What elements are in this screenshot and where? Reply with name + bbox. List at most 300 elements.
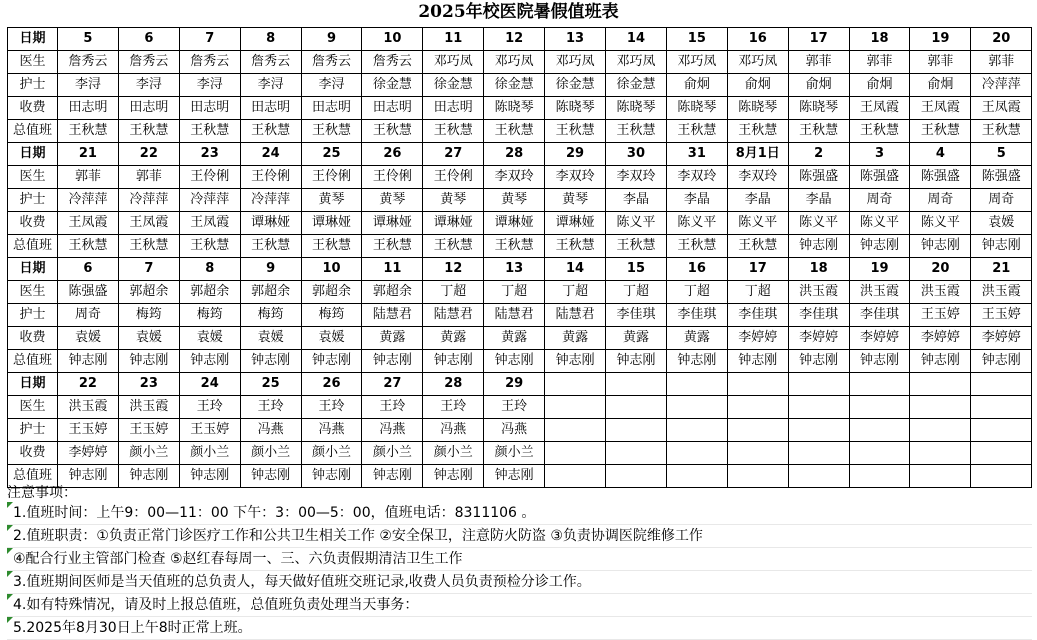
name-cell: 王凤霞 <box>118 212 179 235</box>
name-cell: 冷萍萍 <box>971 74 1032 97</box>
row-label-doctor: 医生 <box>8 166 58 189</box>
name-cell: 王秋慧 <box>971 120 1032 143</box>
name-cell: 黄露 <box>362 327 423 350</box>
name-cell: 颜小兰 <box>301 442 362 465</box>
name-cell: 李双玲 <box>606 166 667 189</box>
name-cell: 王玲 <box>301 396 362 419</box>
name-cell: 王秋慧 <box>666 235 727 258</box>
empty-cell <box>910 373 971 396</box>
name-cell: 钟志刚 <box>179 465 240 488</box>
name-cell: 谭琳娅 <box>423 212 484 235</box>
name-cell: 王秋慧 <box>301 235 362 258</box>
name-cell: 王秋慧 <box>179 235 240 258</box>
date-row <box>8 258 1032 281</box>
empty-cell <box>849 396 910 419</box>
date-cell: 28 <box>484 143 545 166</box>
empty-cell <box>971 442 1032 465</box>
nurse-row <box>8 74 1032 97</box>
name-cell: 陈强盛 <box>788 166 849 189</box>
name-cell: 洪玉霞 <box>910 281 971 304</box>
name-cell: 黄露 <box>484 327 545 350</box>
empty-cell <box>666 442 727 465</box>
name-cell: 陈强盛 <box>910 166 971 189</box>
name-cell: 李佳琪 <box>606 304 667 327</box>
empty-cell <box>545 396 606 419</box>
name-cell: 钟志刚 <box>606 350 667 373</box>
row-label-chief: 总值班 <box>8 120 58 143</box>
name-cell: 詹秀云 <box>179 51 240 74</box>
date-cell: 21 <box>58 143 119 166</box>
date-cell: 30 <box>606 143 667 166</box>
empty-cell <box>545 419 606 442</box>
name-cell: 钟志刚 <box>423 350 484 373</box>
name-cell: 俞炯 <box>910 74 971 97</box>
name-cell: 洪玉霞 <box>58 396 119 419</box>
name-cell: 袁媛 <box>58 327 119 350</box>
date-cell: 24 <box>240 143 301 166</box>
name-cell: 王秋慧 <box>727 120 788 143</box>
row-label-doctor: 医生 <box>8 396 58 419</box>
name-cell: 钟志刚 <box>910 235 971 258</box>
name-cell: 李佳琪 <box>666 304 727 327</box>
doctor-row <box>8 396 1032 419</box>
name-cell: 颜小兰 <box>179 442 240 465</box>
name-cell: 陆慧君 <box>423 304 484 327</box>
name-cell: 李婷婷 <box>788 327 849 350</box>
name-cell: 周奇 <box>58 304 119 327</box>
date-cell: 28 <box>423 373 484 396</box>
name-cell: 王秋慧 <box>606 235 667 258</box>
comment-marker-icon <box>7 548 13 554</box>
date-cell: 22 <box>118 143 179 166</box>
name-cell: 黄琴 <box>423 189 484 212</box>
name-cell: 李晶 <box>606 189 667 212</box>
chief-row <box>8 120 1032 143</box>
name-cell: 陈晓琴 <box>484 97 545 120</box>
name-cell: 钟志刚 <box>118 465 179 488</box>
date-cell: 17 <box>727 258 788 281</box>
name-cell: 李浔 <box>301 74 362 97</box>
name-cell: 王凤霞 <box>849 97 910 120</box>
name-cell: 徐金慧 <box>484 74 545 97</box>
name-cell: 王秋慧 <box>240 120 301 143</box>
date-cell: 9 <box>301 28 362 51</box>
name-cell: 王秋慧 <box>666 120 727 143</box>
date-cell: 29 <box>545 143 606 166</box>
name-cell: 王秋慧 <box>423 120 484 143</box>
name-cell: 李佳琪 <box>727 304 788 327</box>
name-cell: 陈晓琴 <box>666 97 727 120</box>
name-cell: 冯燕 <box>240 419 301 442</box>
name-cell: 陆慧君 <box>362 304 423 327</box>
name-cell: 黄露 <box>606 327 667 350</box>
name-cell: 徐金慧 <box>606 74 667 97</box>
name-cell: 王秋慧 <box>727 235 788 258</box>
note-item: 3.值班期间医师是当天值班的总负责人，每天做好值班交班记录,收费人员负责预检分诊工作。 <box>7 571 1032 594</box>
fee-row <box>8 97 1032 120</box>
date-cell: 19 <box>849 258 910 281</box>
name-cell: 陈义平 <box>727 212 788 235</box>
empty-cell <box>849 442 910 465</box>
name-cell: 钟志刚 <box>301 350 362 373</box>
date-cell: 26 <box>301 373 362 396</box>
name-cell: 陈义平 <box>666 212 727 235</box>
name-cell: 冷萍萍 <box>58 189 119 212</box>
name-cell: 钟志刚 <box>240 350 301 373</box>
name-cell: 钟志刚 <box>58 350 119 373</box>
empty-cell <box>666 419 727 442</box>
date-cell: 15 <box>606 258 667 281</box>
name-cell: 邓巧凤 <box>727 51 788 74</box>
name-cell: 冷萍萍 <box>240 189 301 212</box>
row-label-nurse: 护士 <box>8 419 58 442</box>
nurse-row <box>8 419 1032 442</box>
empty-cell <box>910 419 971 442</box>
name-cell: 王玉婷 <box>910 304 971 327</box>
name-cell: 詹秀云 <box>301 51 362 74</box>
name-cell: 黄琴 <box>484 189 545 212</box>
date-cell: 11 <box>423 28 484 51</box>
fee-row <box>8 212 1032 235</box>
name-cell: 李双玲 <box>484 166 545 189</box>
name-cell: 李婷婷 <box>910 327 971 350</box>
name-cell: 李婷婷 <box>727 327 788 350</box>
name-cell: 谭琳娅 <box>240 212 301 235</box>
comment-marker-icon <box>7 594 13 600</box>
name-cell: 郭超余 <box>240 281 301 304</box>
row-label-fee: 收费 <box>8 97 58 120</box>
row-label-date: 日期 <box>8 373 58 396</box>
name-cell: 钟志刚 <box>423 465 484 488</box>
name-cell: 王秋慧 <box>118 120 179 143</box>
name-cell: 谭琳娅 <box>484 212 545 235</box>
name-cell: 洪玉霞 <box>971 281 1032 304</box>
name-cell: 詹秀云 <box>58 51 119 74</box>
empty-cell <box>971 396 1032 419</box>
name-cell: 钟志刚 <box>484 465 545 488</box>
name-cell: 袁媛 <box>240 327 301 350</box>
date-cell: 23 <box>118 373 179 396</box>
name-cell: 郭菲 <box>788 51 849 74</box>
name-cell: 丁超 <box>545 281 606 304</box>
name-cell: 梅筠 <box>179 304 240 327</box>
name-cell: 钟志刚 <box>971 235 1032 258</box>
name-cell: 黄琴 <box>545 189 606 212</box>
name-cell: 俞炯 <box>727 74 788 97</box>
date-cell: 10 <box>362 28 423 51</box>
comment-marker-icon <box>7 571 13 577</box>
name-cell: 梅筠 <box>301 304 362 327</box>
name-cell: 郭菲 <box>58 166 119 189</box>
notes-section <box>7 484 1032 640</box>
name-cell: 邓巧凤 <box>484 51 545 74</box>
name-cell: 郭菲 <box>118 166 179 189</box>
name-cell: 钟志刚 <box>240 465 301 488</box>
note-item: 1.值班时间：上午9：00—11：00 下午：3：00—5：00，值班电话：8311106 。 <box>7 502 1032 525</box>
name-cell: 黄琴 <box>362 189 423 212</box>
name-cell: 李佳琪 <box>788 304 849 327</box>
name-cell: 田志明 <box>118 97 179 120</box>
name-cell: 田志明 <box>179 97 240 120</box>
name-cell: 钟志刚 <box>58 465 119 488</box>
empty-cell <box>666 396 727 419</box>
name-cell: 李浔 <box>240 74 301 97</box>
name-cell: 丁超 <box>606 281 667 304</box>
name-cell: 李双玲 <box>545 166 606 189</box>
fee-row <box>8 327 1032 350</box>
name-cell: 陆慧君 <box>545 304 606 327</box>
name-cell: 王玉婷 <box>971 304 1032 327</box>
date-row <box>8 373 1032 396</box>
name-cell: 王秋慧 <box>58 120 119 143</box>
name-cell: 王秋慧 <box>849 120 910 143</box>
date-cell: 21 <box>971 258 1032 281</box>
row-label-doctor: 医生 <box>8 51 58 74</box>
name-cell: 王秋慧 <box>118 235 179 258</box>
name-cell: 钟志刚 <box>362 350 423 373</box>
name-cell: 颜小兰 <box>484 442 545 465</box>
empty-cell <box>606 419 667 442</box>
empty-cell <box>788 396 849 419</box>
name-cell: 周奇 <box>849 189 910 212</box>
name-cell: 颜小兰 <box>362 442 423 465</box>
empty-cell <box>971 419 1032 442</box>
name-cell: 王秋慧 <box>484 120 545 143</box>
name-cell: 袁媛 <box>971 212 1032 235</box>
doctor-row <box>8 51 1032 74</box>
name-cell: 李双玲 <box>666 166 727 189</box>
name-cell: 郭超余 <box>118 281 179 304</box>
nurse-row <box>8 304 1032 327</box>
name-cell: 王秋慧 <box>606 120 667 143</box>
empty-cell <box>727 442 788 465</box>
name-cell: 王秋慧 <box>910 120 971 143</box>
name-cell: 李双玲 <box>727 166 788 189</box>
date-cell: 9 <box>240 258 301 281</box>
name-cell: 黄露 <box>666 327 727 350</box>
row-label-chief: 总值班 <box>8 350 58 373</box>
name-cell: 王伶俐 <box>179 166 240 189</box>
name-cell: 詹秀云 <box>118 51 179 74</box>
row-label-nurse: 护士 <box>8 189 58 212</box>
name-cell: 谭琳娅 <box>301 212 362 235</box>
date-cell: 26 <box>362 143 423 166</box>
name-cell: 王玲 <box>362 396 423 419</box>
date-cell: 14 <box>545 258 606 281</box>
name-cell: 陈晓琴 <box>727 97 788 120</box>
name-cell: 颜小兰 <box>423 442 484 465</box>
date-cell: 5 <box>58 28 119 51</box>
name-cell: 邓巧凤 <box>545 51 606 74</box>
note-item: 5.2025年8月30日上午8时正常上班。 <box>7 617 1032 640</box>
name-cell: 黄露 <box>423 327 484 350</box>
name-cell: 王秋慧 <box>58 235 119 258</box>
name-cell: 钟志刚 <box>849 235 910 258</box>
name-cell: 丁超 <box>666 281 727 304</box>
row-label-doctor: 医生 <box>8 281 58 304</box>
row-label-fee: 收费 <box>8 442 58 465</box>
name-cell: 郭菲 <box>910 51 971 74</box>
note-item: 4.如有特殊情况，请及时上报总值班，总值班负责处理当天事务： <box>7 594 1032 617</box>
date-row <box>8 143 1032 166</box>
name-cell: 陈义平 <box>788 212 849 235</box>
date-cell: 3 <box>849 143 910 166</box>
date-cell: 2 <box>788 143 849 166</box>
date-cell: 12 <box>423 258 484 281</box>
empty-cell <box>606 442 667 465</box>
date-cell: 10 <box>301 258 362 281</box>
name-cell: 钟志刚 <box>849 350 910 373</box>
date-cell: 7 <box>118 258 179 281</box>
name-cell: 李婷婷 <box>971 327 1032 350</box>
date-cell: 18 <box>849 28 910 51</box>
date-cell: 16 <box>727 28 788 51</box>
name-cell: 詹秀云 <box>240 51 301 74</box>
date-cell: 4 <box>910 143 971 166</box>
name-cell: 钟志刚 <box>118 350 179 373</box>
name-cell: 钟志刚 <box>727 350 788 373</box>
name-cell: 袁媛 <box>301 327 362 350</box>
date-cell: 25 <box>240 373 301 396</box>
name-cell: 王秋慧 <box>301 120 362 143</box>
name-cell: 冯燕 <box>484 419 545 442</box>
name-cell: 王玲 <box>423 396 484 419</box>
name-cell: 陈晓琴 <box>606 97 667 120</box>
name-cell: 冯燕 <box>423 419 484 442</box>
comment-marker-icon <box>7 525 13 531</box>
name-cell: 袁媛 <box>179 327 240 350</box>
empty-cell <box>849 419 910 442</box>
empty-cell <box>788 419 849 442</box>
name-cell: 丁超 <box>423 281 484 304</box>
row-label-date: 日期 <box>8 143 58 166</box>
name-cell: 丁超 <box>727 281 788 304</box>
name-cell: 陈晓琴 <box>545 97 606 120</box>
empty-cell <box>727 396 788 419</box>
name-cell: 王玉婷 <box>179 419 240 442</box>
empty-cell <box>606 373 667 396</box>
doctor-row <box>8 166 1032 189</box>
name-cell: 徐金慧 <box>423 74 484 97</box>
name-cell: 王秋慧 <box>362 120 423 143</box>
name-cell: 梅筠 <box>240 304 301 327</box>
date-cell: 5 <box>971 143 1032 166</box>
name-cell: 钟志刚 <box>301 465 362 488</box>
name-cell: 田志明 <box>362 97 423 120</box>
name-cell: 钟志刚 <box>666 350 727 373</box>
name-cell: 陈义平 <box>606 212 667 235</box>
empty-cell <box>727 373 788 396</box>
date-row <box>8 28 1032 51</box>
name-cell: 李浔 <box>179 74 240 97</box>
nurse-row <box>8 189 1032 212</box>
row-label-date: 日期 <box>8 28 58 51</box>
date-cell: 20 <box>971 28 1032 51</box>
name-cell: 王凤霞 <box>179 212 240 235</box>
name-cell: 李浔 <box>118 74 179 97</box>
name-cell: 田志明 <box>240 97 301 120</box>
name-cell: 黄露 <box>545 327 606 350</box>
name-cell: 冯燕 <box>362 419 423 442</box>
comment-marker-icon <box>7 617 13 623</box>
date-cell: 29 <box>484 373 545 396</box>
empty-cell <box>910 396 971 419</box>
name-cell: 邓巧凤 <box>606 51 667 74</box>
name-cell: 王秋慧 <box>179 120 240 143</box>
name-cell: 徐金慧 <box>362 74 423 97</box>
name-cell: 王玲 <box>179 396 240 419</box>
empty-cell <box>971 373 1032 396</box>
row-label-fee: 收费 <box>8 327 58 350</box>
name-cell: 钟志刚 <box>971 350 1032 373</box>
name-cell: 詹秀云 <box>362 51 423 74</box>
name-cell: 钟志刚 <box>362 465 423 488</box>
date-cell: 18 <box>788 258 849 281</box>
note-item: ④配合行业主管部门检查 ⑤赵红春每周一、三、六负责假期清洁卫生工作 <box>7 548 1032 571</box>
date-cell: 12 <box>484 28 545 51</box>
date-cell: 13 <box>484 258 545 281</box>
name-cell: 徐金慧 <box>545 74 606 97</box>
empty-cell <box>788 442 849 465</box>
date-cell: 27 <box>362 373 423 396</box>
name-cell: 田志明 <box>301 97 362 120</box>
name-cell: 李晶 <box>727 189 788 212</box>
name-cell: 邓巧凤 <box>423 51 484 74</box>
name-cell: 钟志刚 <box>910 350 971 373</box>
name-cell: 钟志刚 <box>484 350 545 373</box>
name-cell: 王秋慧 <box>545 120 606 143</box>
name-cell: 王伶俐 <box>301 166 362 189</box>
name-cell: 王凤霞 <box>910 97 971 120</box>
name-cell: 陈强盛 <box>849 166 910 189</box>
empty-cell <box>727 419 788 442</box>
date-cell: 8月1日 <box>727 143 788 166</box>
name-cell: 俞炯 <box>666 74 727 97</box>
date-cell: 7 <box>179 28 240 51</box>
date-cell: 15 <box>666 28 727 51</box>
chief-row <box>8 235 1032 258</box>
date-cell: 24 <box>179 373 240 396</box>
name-cell: 王秋慧 <box>788 120 849 143</box>
name-cell: 王秋慧 <box>484 235 545 258</box>
name-cell: 李晶 <box>788 189 849 212</box>
name-cell: 李婷婷 <box>58 442 119 465</box>
date-cell: 16 <box>666 258 727 281</box>
name-cell: 郭超余 <box>301 281 362 304</box>
name-cell: 谭琳娅 <box>362 212 423 235</box>
name-cell: 谭琳娅 <box>545 212 606 235</box>
date-cell: 17 <box>788 28 849 51</box>
name-cell: 冯燕 <box>301 419 362 442</box>
comment-marker-icon <box>7 502 13 508</box>
date-cell: 8 <box>179 258 240 281</box>
name-cell: 梅筠 <box>118 304 179 327</box>
name-cell: 王凤霞 <box>971 97 1032 120</box>
name-cell: 俞炯 <box>849 74 910 97</box>
date-cell: 23 <box>179 143 240 166</box>
name-cell: 周奇 <box>910 189 971 212</box>
row-label-fee: 收费 <box>8 212 58 235</box>
name-cell: 周奇 <box>971 189 1032 212</box>
name-cell: 邓巧凤 <box>666 51 727 74</box>
name-cell: 李浔 <box>58 74 119 97</box>
name-cell: 陈强盛 <box>971 166 1032 189</box>
name-cell: 俞炯 <box>788 74 849 97</box>
name-cell: 王伶俐 <box>362 166 423 189</box>
date-cell: 25 <box>301 143 362 166</box>
date-cell: 6 <box>118 28 179 51</box>
name-cell: 王玲 <box>484 396 545 419</box>
